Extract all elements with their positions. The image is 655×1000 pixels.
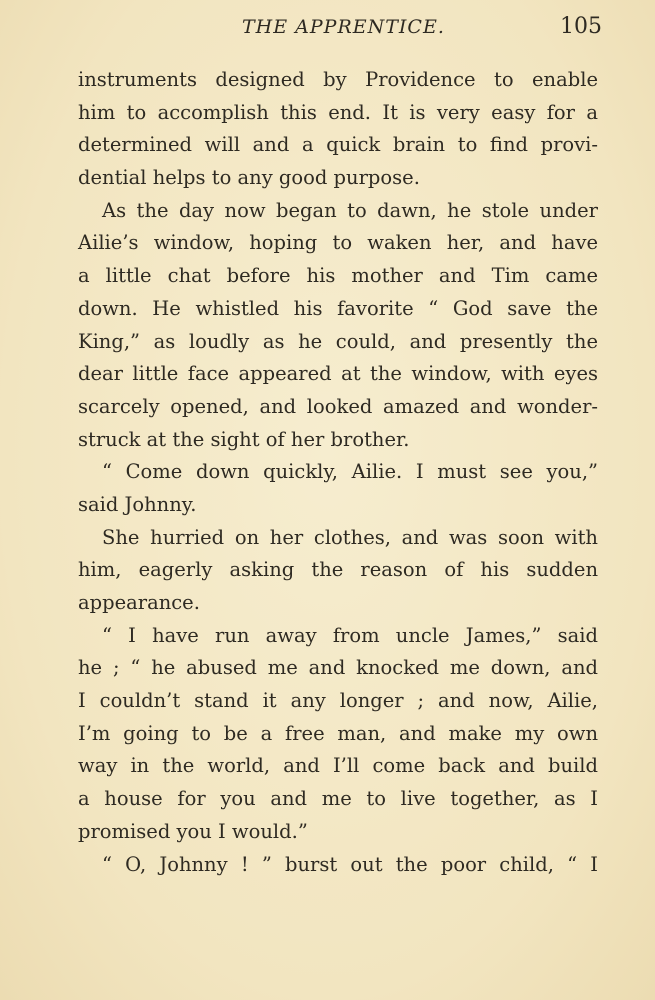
text-line: he ; “ he abused me and knocked me down, and [78,656,598,680]
text-line: him, eagerly asking the reason of his sudden [78,558,598,582]
text-line: him to accomplish this end. It is very easy for a [78,100,598,124]
text-line: down. He whistled his favorite “ God save the [78,296,598,320]
text-line: instruments designed by Providence to enable [78,68,598,91]
text-line: struck at the sight of her brother. [78,427,410,451]
running-head: THE APPRENTICE. [242,16,445,38]
text-line: Ailie’s window, hoping to waken her, and have [78,231,598,255]
page-number: 105 [560,14,602,39]
text-line: a house for you and me to live together, as I [78,787,598,811]
body-text [78,64,598,881]
text-line: way in the world, and I’ll come back and build [78,754,598,778]
text-line: scarcely opened, and looked amazed and wonder- [78,394,598,418]
text-line: “ I have run away from uncle James,” said [102,623,598,647]
text-line: determined will and a quick brain to find provi- [78,133,598,157]
text-line: I’m going to be a free man, and make my own [78,721,598,745]
text-line: promised you I would.” [78,819,308,843]
text-line: King,” as loudly as he could, and presently the [78,329,598,353]
text-line: a little chat before his mother and Tim came [78,264,598,288]
text-line: “ Come down quickly, Ailie. I must see you,” [102,460,598,484]
text-line: She hurried on her clothes, and was soon with [102,525,598,549]
text-line: As the day now began to dawn, he stole under [102,198,598,222]
text-line: dential helps to any good purpose. [78,166,420,190]
text-line: “ O, Johnny ! ” burst out the poor child, “ I [102,852,598,876]
page-header [0,14,655,48]
text-line: said Johnny. [78,492,197,516]
text-line: dear little face appeared at the window, with eyes [78,362,598,386]
text-line: I couldn’t stand it any longer ; and now, Ailie, [78,689,598,713]
text-line: appearance. [78,591,200,614]
